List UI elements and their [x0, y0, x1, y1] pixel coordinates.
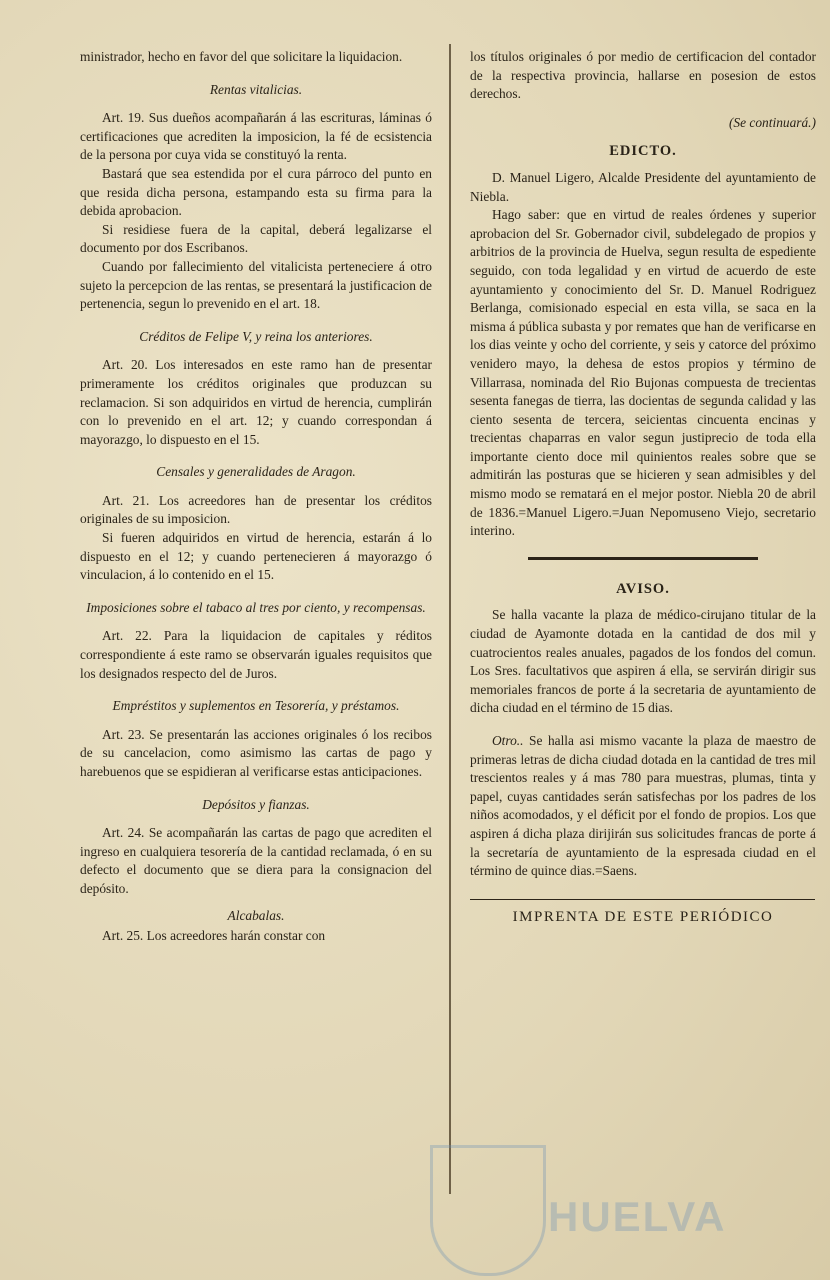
paragraph-si-residiese: Si residiese fuera de la capital, deberá legalizarse el documento por dos Escribanos.: [80, 221, 432, 256]
heading-aviso: AVISO.: [616, 580, 670, 597]
heading-censales-aragon: Censales y generalidades de Aragon.: [156, 464, 356, 480]
library-watermark: [420, 1145, 760, 1275]
article-20: Art. 20. Los interesados en este ramo han de presentar primeramente los créditos originales que produzcan su reclamacion. Si son adquiridos en virtud de herencia, cumplirán con lo prevenido en el art. 12; y cuando correspondan á mayorazgo, lo dispuesto en el 15.: [80, 357, 432, 447]
heading-edicto: EDICTO.: [609, 143, 677, 160]
paragraph-cuando-fallecimiento: Cuando por fallecimiento del vitalicista perteneciere á otro sujeto la percepcion de las rentas, se presentará la justificacion de pertenencia, segun lo prevenido en el art. 18.: [80, 258, 432, 312]
heading-imposiciones-tabaco: Imposiciones sobre el tabaco al tres por ciento, y recompensas.: [86, 599, 426, 615]
article-23: Art. 23. Se presentarán las acciones originales ó los recibos de su cancelacion, como asimismo las cartas de pago y harebuenos que se espidieran al verificarse estas anticipaciones.: [80, 726, 432, 779]
heading-emprestitos: Empréstitos y suplementos en Tesorería, y préstamos.: [112, 698, 400, 714]
heading-creditos-felipe: Créditos de Felipe V, y reina los anteriores.: [139, 328, 373, 344]
column-divider: [449, 44, 451, 1194]
edicto-lead: D. Manuel Ligero, Alcalde Presidente del ayuntamiento de Niebla.: [470, 169, 816, 204]
paragraph-bastara: Bastará que sea estendida por el cura párroco del punto en que resida dicha persona, estampando esta su firma para la debida aprobacion.: [80, 165, 432, 219]
article-25: Art. 25. Los acreedores harán constar con: [102, 928, 326, 944]
shield-icon: [430, 1145, 546, 1276]
imprenta-footer: IMPRENTA DE ESTE PERIÓDICO: [512, 909, 774, 926]
otro-notice: [470, 732, 816, 881]
article-19: Art. 19. Sus dueños acompañarán á las escrituras, láminas ó certificaciones que acrediten la imposicion, la fé de ecsistencia de la persona por cuya vida se constituyó la renta.: [80, 110, 432, 163]
paragraph-continuation-right: los títulos originales ó por medio de certificacion del contador de la respectiva provincia, hallarse en posesion de estos derechos.: [470, 49, 816, 102]
heading-rentas-vitalicias: Rentas vitalicias.: [209, 81, 303, 97]
section-rule: [528, 557, 758, 560]
aviso-body: Se halla vacante la plaza de médico-cirujano titular de la ciudad de Ayamonte dotada en la cantidad de dos mil y cuatrocientos reales anuales, pagados de los fondos del comun. Los Sres. facultativos que aspiren á ella, se servirán dirigir sus memoriales francos de porte á la secretaria de ayuntamiento de dicha ciudad en el término de 15 dias.: [470, 607, 816, 716]
right-column: [470, 48, 816, 927]
article-24: Art. 24. Se acompañarán las cartas de pago que acrediten el ingreso en cualquiera tesorería de la cantidad reclamada, ó en su defecto el documento que se diera para la consignacion del depósito.: [80, 825, 432, 896]
otro-lead: Otro..: [492, 733, 524, 748]
se-continuara: (Se continuará.): [728, 114, 816, 130]
footer-rule: [470, 899, 815, 901]
left-column: [80, 48, 432, 946]
otro-body: Se halla asi mismo vacante la plaza de maestro de primeras letras de dicha ciudad dotada en la cantidad de tres mil trescientos reales y á mas 780 para muestras, plumas, tinta y papel, cuyas cantidades serán satisfechas por los padres de los niños acomodados, y el déficit por el fondo de propios. Los que aspiren á dicha plaza dirijirán sus solicitudes francas de porte á la secretaría de ayuntamiento de la espresada ciudad en el término de quince dias.=Saens.: [470, 733, 816, 879]
paragraph-si-fueren: Si fueren adquiridos en virtud de herencia, estarán á lo dispuesto en el 12; y cuando pertenecieren á mayorazgo ó vinculacion, á lo contenido en el 15.: [80, 530, 432, 583]
watermark-text: HUELVA: [548, 1193, 727, 1240]
article-21: Art. 21. Los acreedores han de presentar los créditos originales de su imposicion.: [80, 492, 432, 527]
heading-depositos-fianzas: Depósitos y fianzas.: [202, 796, 310, 812]
paragraph-continuation: ministrador, hecho en favor del que solicitare la liquidacion.: [80, 49, 403, 64]
article-22: Art. 22. Para la liquidacion de capitales y réditos correspondiente á este ramo se observarán iguales requisitos que los designados respecto del de Juros.: [80, 628, 432, 681]
heading-alcabalas: Alcabalas.: [227, 907, 285, 923]
edicto-body: Hago saber: que en virtud de reales órdenes y superior aprobacion del Sr. Gobernador civil, subdelegado de propios y arbitrios de la provincia de Huelva, segun resulta de espediente seguido, con toda legalidad y en virtud de acuerdo de este ayuntamiento y conocimiento del Sr. D. Manuel Rodriguez Berlanga, comisionado especial en esta villa, se saca en la misma á pública subasta y por remates que han de verificarse en los dias veinte y ocho del corriente, y seis y catorce del próximo venidero mayo, la dehesa de estos propios y término de Villarrasa, nominada del Rio Bujonas compuesta de trecientas sesenta fanegas de tierra, las docientas de segunda calidad y las ciento sesenta de tercera, seicientas cincuenta encinas y trecientas chaparras en valor segun justiprecio de toda ella importante ciento doce mil quinientos reales sobre que se admitirán las posturas que se hicieren y sean admisibles y del mismo modo se rematará en el mejor postor. Niebla 20 de abril de 1836.=Manuel Ligero.=Juan Nepomuseno Viejo, secretario interino.: [470, 207, 816, 539]
